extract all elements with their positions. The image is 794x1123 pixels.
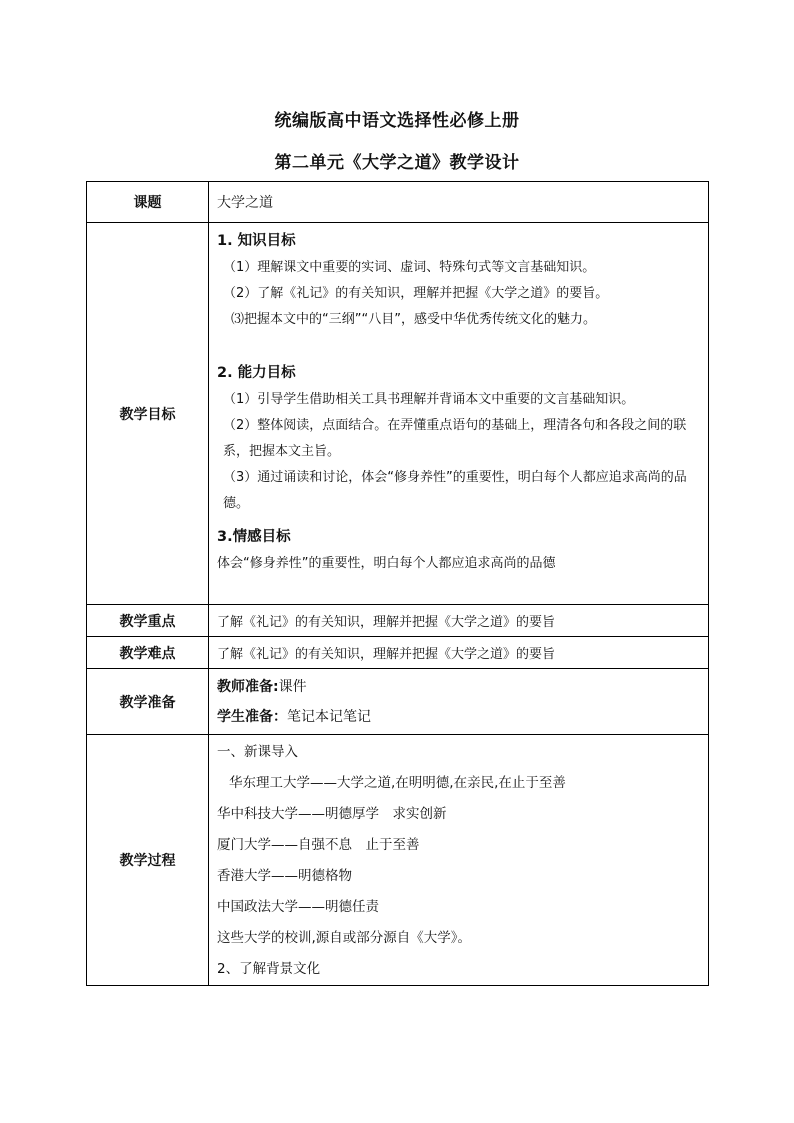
objectives-content [209,223,709,605]
label-topic: 课题 [87,182,209,223]
teacher-prep-label: 教师准备: [217,678,279,695]
preparation-content [209,669,709,735]
process-line: 中国政法大学——明德任责 [217,899,379,915]
knowledge-item: （2）了解《礼记》的有关知识，理解并把握《大学之道》的要旨。 [223,286,609,301]
label-objectives: 教学目标 [87,223,209,605]
table-row-objectives [87,223,709,605]
emotion-text: 体会“修身养性”的重要性，明白每个人都应追求高尚的品德 [217,556,556,571]
table-row-process [87,735,709,986]
knowledge-heading: 1. 知识目标 [217,233,296,249]
document-subtitle: 第二单元《大学之道》教学设计 [274,153,520,173]
process-line: 2、了解背景文化 [217,961,321,977]
process-line: 这些大学的校训,源自或部分源自《大学》。 [217,930,472,946]
value-topic: 大学之道 [209,182,709,223]
value-key-points: 了解《礼记》的有关知识，理解并把握《大学之道》的要旨 [209,605,709,637]
ability-item: （3）通过诵读和讨论，体会“修身养性”的重要性，明白每个人都应追求高尚的品德。 [223,470,687,511]
table-row-difficulties [87,637,709,669]
ability-item: （2）整体阅读，点面结合。在弄懂重点语句的基础上，理清各句和各段之间的联系，把握本文主旨。 [223,418,687,459]
process-line: 厦门大学——自强不息 止于至善 [217,837,420,853]
label-process: 教学过程 [87,735,209,986]
process-line: 一、新课导入 [217,744,298,760]
ability-heading: 2. 能力目标 [217,365,296,381]
value-difficulties: 了解《礼记》的有关知识，理解并把握《大学之道》的要旨 [209,637,709,669]
student-prep-value: 笔记本记笔记 [287,708,371,725]
ability-item: （1）引导学生借助相关工具书理解并背诵本文中重要的文言基础知识。 [223,392,635,407]
table-row-key-points [87,605,709,637]
student-prep-label: 学生准备： [217,708,287,725]
teacher-prep-value: 课件 [278,678,307,695]
label-difficulties: 教学难点 [87,637,209,669]
knowledge-item: ⑶把握本文中的“三纲”“八目”，感受中华优秀传统文化的魅力。 [231,312,596,327]
process-line: 香港大学——明德格物 [217,868,352,884]
knowledge-item: （1）理解课文中重要的实词、虚词、特殊句式等文言基础知识。 [223,260,596,275]
label-key-points: 教学重点 [87,605,209,637]
lesson-plan-table [86,181,709,986]
document-title: 统编版高中语文选择性必修上册 [274,111,520,131]
process-line: 华中科技大学——明德厚学 求实创新 [217,806,447,822]
table-row-preparation [87,669,709,735]
emotion-heading: 3.情感目标 [217,529,291,545]
process-line: 华东理工大学——大学之道,在明明德,在亲民,在止于至善 [229,775,566,791]
table-row-topic [87,182,709,223]
process-content [209,735,709,986]
label-preparation: 教学准备 [87,669,209,735]
